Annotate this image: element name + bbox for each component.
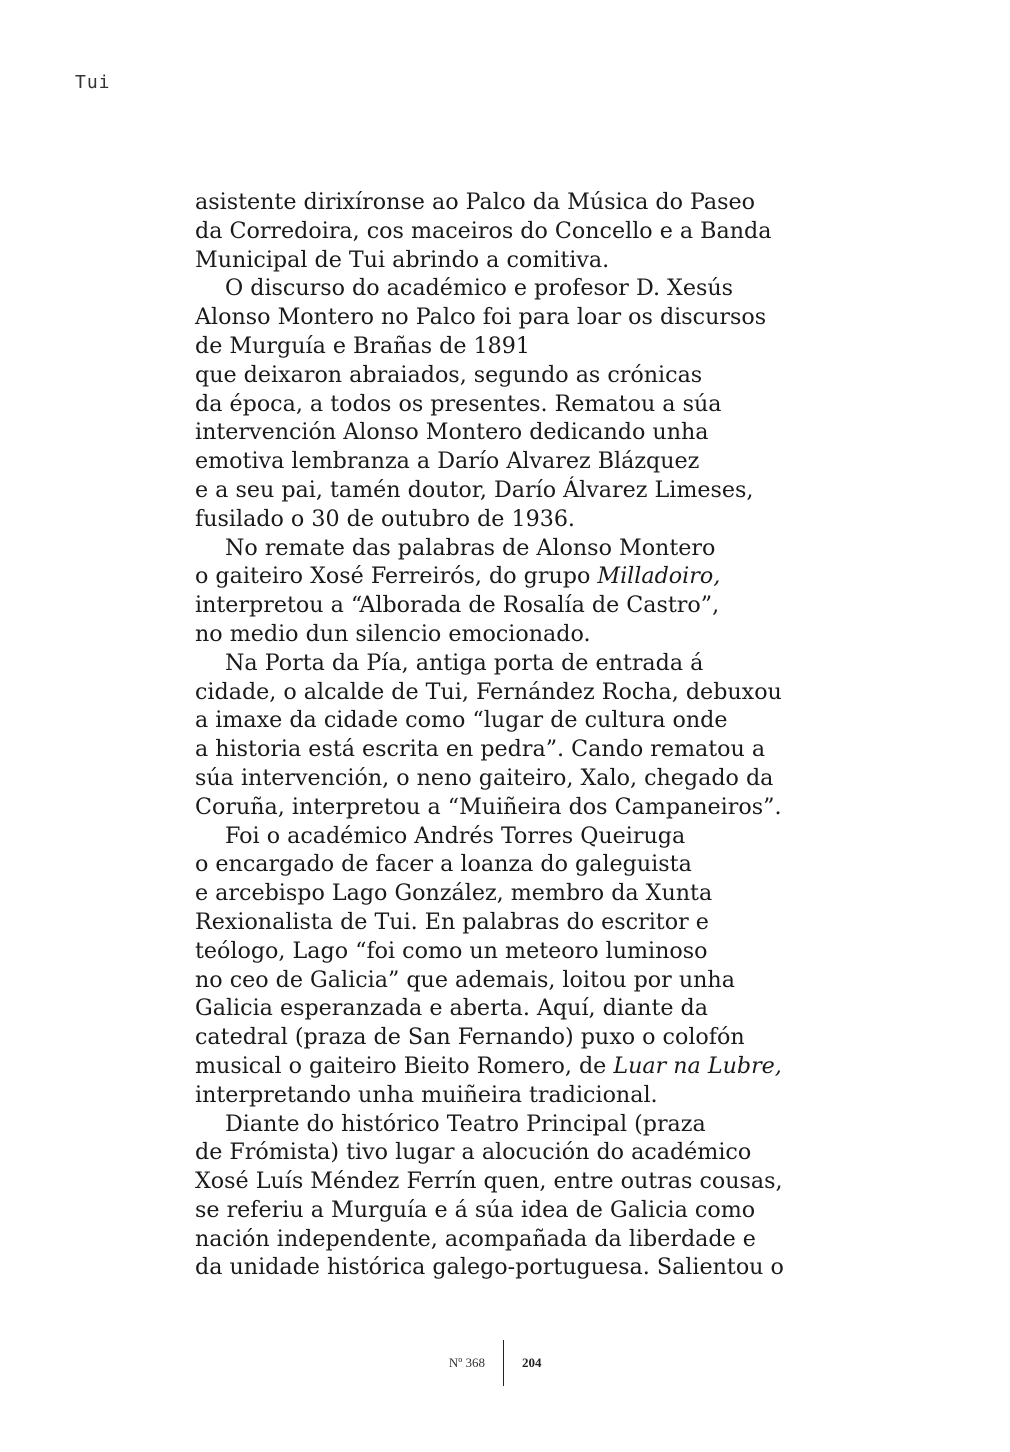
text-run: emotiva lembranza a Darío Alvarez Blázquez (195, 448, 700, 475)
text-run: Coruña, interpretou a “Muiñeira dos Campaneiros”. (195, 793, 782, 820)
text-line (195, 476, 845, 505)
text-line (195, 793, 845, 822)
text-run: Galicia esperanzada e aberta. Aquí, diante da (195, 995, 708, 1022)
text-line (195, 274, 845, 303)
text-line (195, 447, 845, 476)
issue-number: Nº 368 (448, 1355, 485, 1370)
text-run: se referiu a Murguía e á súa idea de Galicia como (195, 1196, 756, 1223)
text-line (195, 822, 845, 851)
text-run: de Frómista) tivo lugar a alocución do académico (195, 1139, 752, 1166)
text-run: e a seu pai, tamén doutor, Darío Álvarez Limeses, (195, 476, 754, 503)
italic-text: Luar na Lubre, (613, 1052, 782, 1079)
text-run: Alonso Montero no Palco foi para loar os discursos (195, 304, 767, 331)
text-line (195, 678, 845, 707)
text-run: fusilado o 30 de outubro de 1936. (195, 505, 575, 532)
text-run: da época, a todos os presentes. Rematou a súa (195, 390, 722, 417)
text-line (195, 562, 845, 591)
text-run: que deixaron abraiados, segundo as crónicas (195, 361, 703, 388)
article-body (195, 188, 845, 1282)
text-line (195, 764, 845, 793)
text-run: Foi o académico Andrés Torres Queiruga (225, 822, 686, 849)
italic-text: Milladoiro, (597, 563, 721, 590)
text-run: no ceo de Galicia” que ademais, loitou por unha (195, 966, 735, 993)
text-line (195, 390, 845, 419)
text-run: Diante do histórico Teatro Principal (praza (225, 1110, 706, 1137)
text-run: nación independente, acompañada da liberdade e (195, 1225, 756, 1252)
text-run: Municipal de Tui abrindo a comitiva. (195, 246, 610, 273)
text-run: cidade, o alcalde de Tui, Fernández Rocha, debuxou (195, 678, 782, 705)
text-line (195, 505, 845, 534)
text-line (195, 217, 845, 246)
footer-divider (503, 1340, 504, 1386)
text-run: O discurso do académico e profesor D. Xesús (225, 275, 734, 302)
text-run: e arcebispo Lago González, membro da Xunta (195, 880, 713, 907)
text-line (195, 620, 845, 649)
text-run: No remate das palabras de Alonso Montero (225, 534, 716, 561)
text-line (195, 1138, 845, 1167)
text-line (195, 850, 845, 879)
text-line (195, 966, 845, 995)
text-run: asistente dirixíronse ao Palco da Música do Paseo (195, 189, 756, 215)
text-run: no medio dun silencio emocionado. (195, 620, 591, 647)
text-line (195, 1110, 845, 1139)
page-footer (0, 1340, 1010, 1386)
text-run: Na Porta da Pía, antiga porta de entrada á (225, 649, 704, 676)
text-run: da unidade histórica galego-portuguesa. Salientou o (195, 1254, 784, 1281)
text-run: súa intervención, o neno gaiteiro, Xalo, chegado da (195, 764, 774, 791)
text-line (195, 1052, 845, 1081)
text-line (195, 937, 845, 966)
text-run: de Murguía e Brañas de 1891 (195, 332, 531, 359)
text-line (195, 1023, 845, 1052)
text-line (195, 1167, 845, 1196)
text-line (195, 908, 845, 937)
text-line (195, 706, 845, 735)
text-line (195, 1081, 845, 1110)
text-line (195, 303, 845, 332)
text-line (195, 188, 845, 217)
text-line (195, 1196, 845, 1225)
text-line (195, 418, 845, 447)
text-run: Xosé Luís Méndez Ferrín quen, entre outras cousas, (195, 1168, 783, 1195)
text-run: interpretando unha muiñeira tradicional. (195, 1081, 658, 1108)
text-line (195, 361, 845, 390)
text-run: interpretou a “Alborada de Rosalía de Castro”, (195, 592, 720, 619)
text-run: o gaiteiro Xosé Ferreirós, do grupo (195, 563, 598, 590)
text-run: Rexionalista de Tui. En palabras do escritor e (195, 908, 709, 935)
text-line (195, 591, 845, 620)
text-run: o encargado de facer a loanza do galeguista (195, 851, 692, 878)
text-line (195, 1253, 845, 1282)
text-run: musical o gaiteiro Bieito Romero, de (195, 1052, 614, 1079)
text-line (195, 649, 845, 678)
text-line (195, 332, 845, 361)
text-run: teólogo, Lago “foi como un meteoro luminoso (195, 937, 708, 964)
running-header-title: Tui (75, 72, 111, 93)
text-line (195, 1225, 845, 1254)
page-number: 204 (522, 1355, 542, 1370)
text-run: a imaxe da cidade como “lugar de cultura onde (195, 707, 728, 734)
text-run: catedral (praza de San Fernando) puxo o colofón (195, 1024, 745, 1051)
text-run: da Corredoira, cos maceiros do Concello e a Banda (195, 217, 772, 244)
text-run: a historia está escrita en pedra”. Cando rematou a (195, 736, 766, 763)
text-line (195, 246, 845, 275)
text-run: intervención Alonso Montero dedicando unha (195, 419, 709, 446)
text-line (195, 994, 845, 1023)
text-line (195, 534, 845, 563)
text-line (195, 879, 845, 908)
text-line (195, 735, 845, 764)
